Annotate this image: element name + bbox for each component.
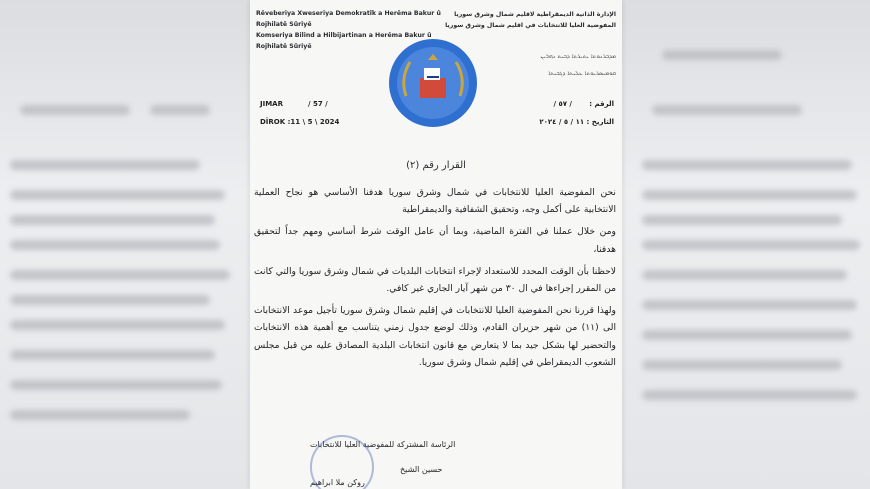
arabic-header-line2: المفوضية العليا للانتخابات في اقليم شمال وشرق سوريا [445, 22, 616, 29]
arabic-header-line1: الإدارة الذاتية الديمقراطية لاقليم شمال وشرق سوريا [454, 11, 616, 18]
signatory-name-left: روكن ملا ابراهيم [310, 478, 365, 487]
document-page [250, 0, 622, 489]
dirok-label: DÎROK :11 \ 5 \ 2024 [260, 118, 340, 126]
decision-paragraph-4: ولهذا قررنا نحن المفوضية العليا للانتخابات في إقليم شمال وشرق سوريا تأجيل موعد الانتخابات الى (١١) من شهر حزيران القادم، وذلك لوضع جدول زمني يتناسب مع أهمية هذه الانتخابات والتحضير لها بشكل جيد بما لا يتعارض مع قانون انتخابات البلدية المصادق عليه من قبل مجلس الشعوب الديمقراطي في إقليم شمال وشرق سوريا. [254, 305, 617, 368]
blurred-background-left [0, 0, 250, 489]
tarikh-label: التاريخ : ١١ / ٥ / ٢٠٢٤ [539, 118, 614, 126]
raqm-value: / ٥٧ / [553, 100, 572, 108]
syriac-header-line1: ܡܕܒܪܢܘܬܐ ܝܬܝܪܬܐ ܕܒܝܬ ܢܗܪܝܢ [540, 53, 616, 60]
commission-seal-logo [388, 38, 478, 128]
raqm-label: الرقم : [589, 100, 614, 108]
jimar-label: JIMAR [260, 100, 283, 108]
decision-paragraph-1: نحن المفوضية العليا للانتخابات في شمال وشرق سوريا هدفنا الأساسي هو نجاح العملية الانتخابية على أكمل وجه، وتحقيق الشفافية والديمقراطية [254, 187, 616, 216]
decision-paragraph-3: لاحظنا بأن الوقت المحدد للاستعداد لإجراء انتخابات البلديات في شمال وشرق سوريا والتي كانت من المقرر إجراءها في ال ٣٠ من شهر آيار الجاري غير كافي. [254, 265, 616, 295]
decision-paragraph-2: ومن خلال عملنا في الفترة الماضية، وبما أن عامل الوقت شرط أساسي ومهم جداً لتحقيق هدفنا، [254, 226, 616, 255]
arabic-header [416, 9, 616, 31]
blurred-background-right [622, 0, 870, 489]
signatory-name-right: حسين الشيخ [400, 465, 443, 474]
decision-body [254, 184, 616, 376]
jimar-value: / 57 / [308, 100, 328, 108]
syriac-header-line2: ܩܘܡܝܣܪܝܘܬܐ ܥܠܝܬܐ ܕܓܒܝܬܐ [548, 70, 616, 77]
kurdish-header-line2: Komseriya Bilind a Hilbijartinan a Herêma Bakur û Rojhilatê Sûriyê [256, 32, 432, 50]
decision-title: القرار رقم (٢) [406, 160, 466, 171]
kurdish-header-line1: Rêveberiya Xweseriya Demokratîk a Herêma Bakur û Rojhilatê Sûriyê [256, 10, 441, 28]
signature-title: الرئاسة المشتركة للمفوضية العليا للانتخابات [310, 440, 456, 449]
